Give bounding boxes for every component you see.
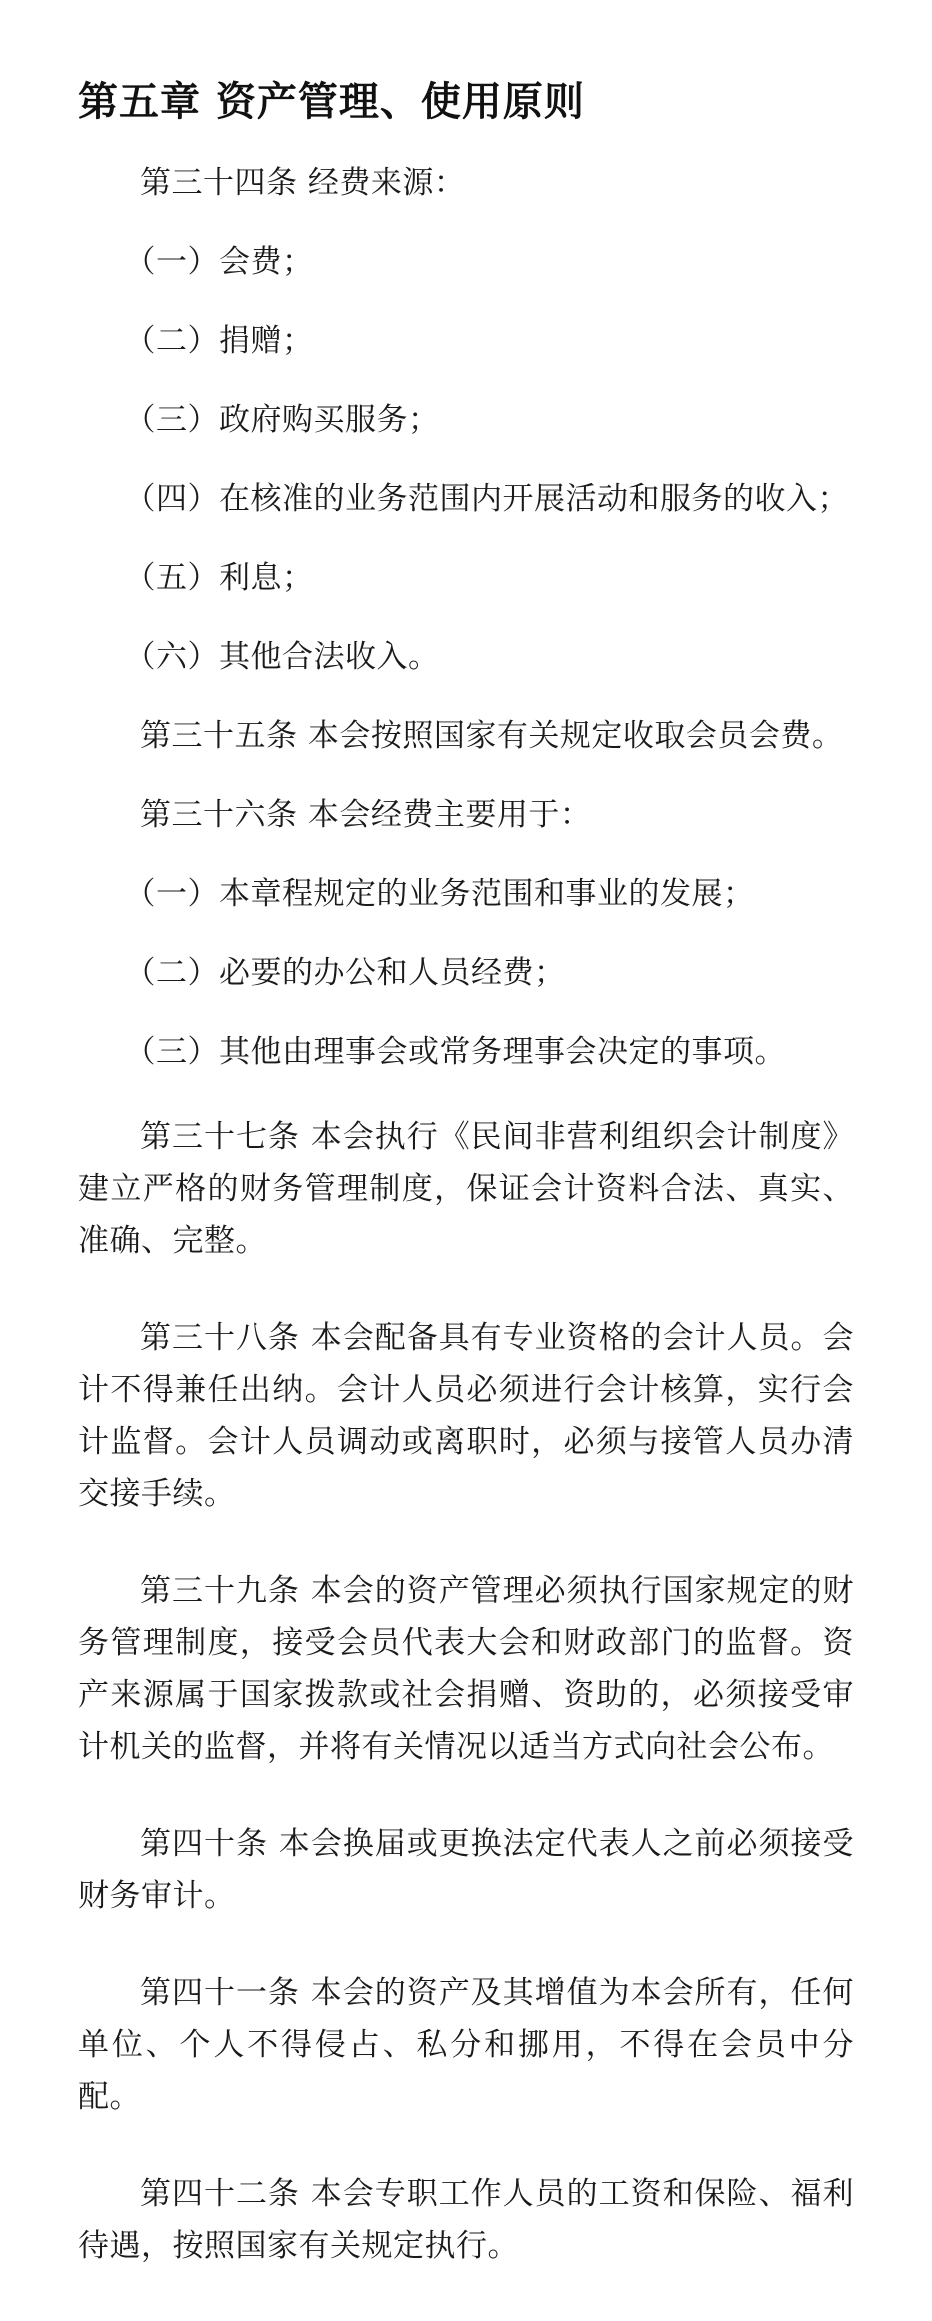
article-36-item-3: （三）其他由理事会或常务理事会决定的事项。 (124, 1034, 786, 1070)
article-36-item-1: （一）本章程规定的业务范围和事业的发展； (124, 876, 755, 912)
article-34-item-3: （三）政府购买服务； (124, 402, 440, 438)
article-41: 第四十一条 本会的资产及其增值为本会所有，任何单位、个人不得侵占、私分和挪用，不得在会员中分配。 (78, 1975, 854, 2115)
article-35: 第三十五条 本会按照国家有关规定收取会员会费。 (140, 718, 844, 754)
article-34-item-1: （一）会费； (124, 244, 314, 280)
article-40: 第四十条 本会换届或更换法定代表人之前必须接受财务审计。 (78, 1826, 854, 1914)
chapter-title: 第五章 资产管理、使用原则 (78, 78, 585, 125)
article-34-item-4: （四）在核准的业务范围内开展活动和服务的收入； (124, 481, 849, 517)
article-36: 第三十六条 本会经费主要用于： (140, 797, 592, 833)
article-34-item-6: （六）其他合法收入。 (124, 639, 440, 675)
article-42: 第四十二条 本会专职工作人员的工资和保险、福利待遇，按照国家有关规定执行。 (78, 2176, 854, 2264)
article-34: 第三十四条 经费来源： (140, 165, 466, 201)
article-36-item-2: （二）必要的办公和人员经费； (124, 955, 566, 991)
article-39: 第三十九条 本会的资产管理必须执行国家规定的财务管理制度，接受会员代表大会和财政部门的监督。资产来源属于国家拨款或社会捐赠、资助的，必须接受审计机关的监督，并将有关情况以适当方式向社会公布。 (78, 1573, 854, 1765)
article-38: 第三十八条 本会配备具有专业资格的会计人员。会计不得兼任出纳。会计人员必须进行会计核算，实行会计监督。会计人员调动或离职时，必须与接管人员办清交接手续。 (78, 1320, 854, 1512)
article-34-item-5: （五）利息； (124, 560, 314, 596)
article-37: 第三十七条 本会执行《民间非营利组织会计制度》建立严格的财务管理制度，保证会计资料合法、真实、准确、完整。 (78, 1119, 854, 1259)
article-34-item-2: （二）捐赠； (124, 323, 314, 359)
